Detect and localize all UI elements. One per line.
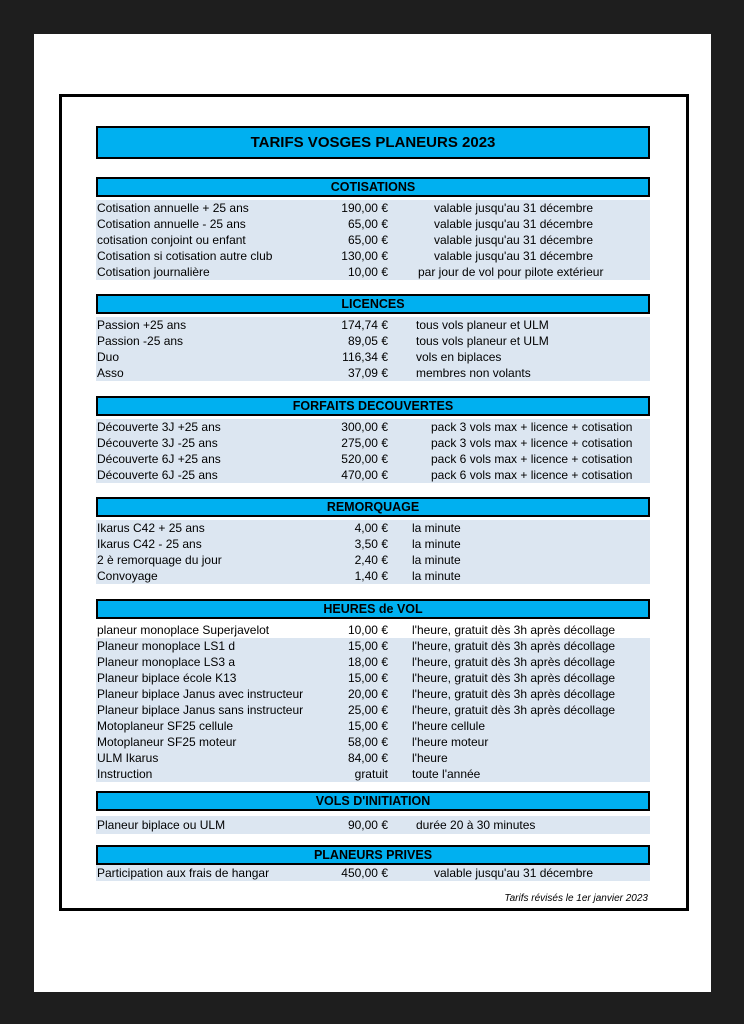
section-heading: COTISATIONS — [96, 177, 650, 197]
table-row — [96, 520, 650, 536]
section-body — [96, 419, 650, 483]
table-row — [96, 349, 650, 365]
row-note: la minute — [412, 553, 461, 567]
section-forfaits-decouvertes — [96, 396, 650, 483]
table-row — [96, 216, 650, 232]
row-price: 25,00 € — [347, 703, 388, 717]
table-row — [96, 718, 650, 734]
row-price: 20,00 € — [347, 687, 388, 701]
table-row — [96, 568, 650, 584]
row-label: Découverte 3J +25 ans — [97, 420, 221, 434]
row-note: pack 3 vols max + licence + cotisation — [431, 420, 633, 434]
row-note: vols en biplaces — [416, 350, 502, 364]
row-note: l'heure moteur — [412, 735, 489, 749]
row-label: Motoplaneur SF25 cellule — [97, 719, 234, 733]
row-note: valable jusqu'au 31 décembre — [434, 866, 594, 880]
row-label: Planeur biplace ou ULM — [97, 818, 226, 832]
table-row — [96, 317, 650, 333]
row-note: l'heure, gratuit dès 3h après décollage — [412, 655, 616, 669]
row-note: la minute — [412, 537, 461, 551]
section-remorquage — [96, 497, 650, 584]
row-price: 190,00 € — [341, 201, 388, 215]
row-price: 4,00 € — [354, 521, 388, 535]
row-label: Cotisation journalière — [97, 265, 210, 279]
row-label: Ikarus C42 - 25 ans — [97, 537, 202, 551]
row-label: cotisation conjoint ou enfant — [97, 233, 246, 247]
table-row — [96, 622, 650, 638]
row-note: l'heure, gratuit dès 3h après décollage — [412, 703, 616, 717]
row-label: Ikarus C42 + 25 ans — [97, 521, 205, 535]
section-heading: REMORQUAGE — [96, 497, 650, 517]
row-price: 65,00 € — [347, 233, 388, 247]
row-price: 18,00 € — [347, 655, 388, 669]
row-label: Duo — [97, 350, 120, 364]
row-price: gratuit — [354, 767, 388, 781]
row-price: 470,00 € — [341, 468, 388, 482]
row-note: valable jusqu'au 31 décembre — [434, 233, 594, 247]
row-note: pack 6 vols max + licence + cotisation — [431, 452, 633, 466]
table-row — [96, 200, 650, 216]
row-label: Instruction — [97, 767, 153, 781]
section-vols-initiation — [96, 791, 650, 834]
row-price: 65,00 € — [347, 217, 388, 231]
row-price: 15,00 € — [347, 671, 388, 685]
page-title: TARIFS VOSGES PLANEURS 2023 — [96, 126, 650, 159]
row-price: 90,00 € — [347, 818, 388, 832]
table-row — [96, 435, 650, 451]
row-price: 84,00 € — [347, 751, 388, 765]
section-heading: HEURES de VOL — [96, 599, 650, 619]
row-note: tous vols planeur et ULM — [416, 318, 549, 332]
row-price: 1,40 € — [354, 569, 388, 583]
row-note: membres non volants — [416, 366, 531, 380]
section-heading: FORFAITS DECOUVERTES — [96, 396, 650, 416]
row-price: 15,00 € — [347, 719, 388, 733]
row-note: l'heure, gratuit dès 3h après décollage — [412, 639, 616, 653]
row-label: ULM Ikarus — [97, 751, 159, 765]
row-label: Planeur biplace Janus sans instructeur — [97, 703, 304, 717]
section-cotisations — [96, 177, 650, 280]
row-note: l'heure, gratuit dès 3h après décollage — [412, 687, 616, 701]
row-note: valable jusqu'au 31 décembre — [434, 217, 594, 231]
row-price: 89,05 € — [347, 334, 388, 348]
section-body — [96, 200, 650, 280]
row-label: Planeur monoplace LS1 d — [97, 639, 236, 653]
row-price: 174,74 € — [341, 318, 388, 332]
row-price: 15,00 € — [347, 639, 388, 653]
section-body — [96, 622, 650, 782]
section-heading: PLANEURS PRIVES — [96, 845, 650, 865]
row-label: Découverte 6J -25 ans — [97, 468, 218, 482]
table-row — [96, 766, 650, 782]
table-row — [96, 552, 650, 568]
table-row — [96, 467, 650, 483]
table-row — [96, 750, 650, 766]
row-note: l'heure, gratuit dès 3h après décollage — [412, 623, 616, 637]
row-note: durée 20 à 30 minutes — [416, 818, 536, 832]
table-row — [96, 451, 650, 467]
section-body — [96, 865, 650, 881]
row-note: l'heure — [412, 751, 448, 765]
row-note: valable jusqu'au 31 décembre — [434, 201, 594, 215]
row-note: la minute — [412, 521, 461, 535]
row-price: 130,00 € — [341, 249, 388, 263]
row-label: Asso — [97, 366, 124, 380]
row-price: 3,50 € — [354, 537, 388, 551]
table-row — [96, 365, 650, 381]
row-label: Convoyage — [97, 569, 158, 583]
revision-note: Tarifs révisés le 1er janvier 2023 — [504, 893, 648, 904]
table-row — [96, 638, 650, 654]
table-row — [96, 734, 650, 750]
row-note: la minute — [412, 569, 461, 583]
table-row — [96, 865, 650, 881]
table-row — [96, 817, 650, 833]
section-licences — [96, 294, 650, 381]
row-label: Cotisation annuelle - 25 ans — [97, 217, 246, 231]
row-label: Passion -25 ans — [97, 334, 184, 348]
row-price: 520,00 € — [341, 452, 388, 466]
table-row — [96, 670, 650, 686]
row-label: planeur monoplace Superjavelot — [97, 623, 270, 637]
section-body — [96, 520, 650, 584]
section-body — [96, 816, 650, 834]
row-price: 10,00 € — [347, 623, 388, 637]
row-price: 37,09 € — [347, 366, 388, 380]
row-price: 2,40 € — [354, 553, 388, 567]
table-row — [96, 264, 650, 280]
table-row — [96, 654, 650, 670]
row-price: 10,00 € — [347, 265, 388, 279]
table-row — [96, 686, 650, 702]
section-heading: VOLS D'INITIATION — [96, 791, 650, 811]
row-label: 2 è remorquage du jour — [97, 553, 222, 567]
row-price: 58,00 € — [347, 735, 388, 749]
row-label: Cotisation si cotisation autre club — [97, 249, 273, 263]
row-label: Cotisation annuelle + 25 ans — [97, 201, 249, 215]
row-label: Découverte 6J +25 ans — [97, 452, 221, 466]
row-price: 450,00 € — [341, 866, 388, 880]
section-body — [96, 317, 650, 381]
row-label: Passion +25 ans — [97, 318, 187, 332]
section-heures-de-vol — [96, 599, 650, 782]
row-note: toute l'année — [412, 767, 481, 781]
row-price: 116,34 € — [342, 350, 388, 364]
section-planeurs-prives — [96, 845, 650, 881]
table-row — [96, 333, 650, 349]
table-row — [96, 702, 650, 718]
row-label: Planeur biplace école K13 — [97, 671, 237, 685]
table-row — [96, 232, 650, 248]
row-note: l'heure, gratuit dès 3h après décollage — [412, 671, 616, 685]
row-label: Planeur biplace Janus avec instructeur — [97, 687, 304, 701]
row-label: Motoplaneur SF25 moteur — [97, 735, 237, 749]
section-heading: LICENCES — [96, 294, 650, 314]
row-note: tous vols planeur et ULM — [416, 334, 549, 348]
table-row — [96, 419, 650, 435]
table-row — [96, 536, 650, 552]
row-label: Participation aux frais de hangar — [97, 866, 270, 880]
table-row — [96, 248, 650, 264]
row-note: l'heure cellule — [412, 719, 486, 733]
row-note: valable jusqu'au 31 décembre — [434, 249, 594, 263]
row-price: 300,00 € — [341, 420, 388, 434]
row-note: pack 6 vols max + licence + cotisation — [431, 468, 633, 482]
row-label: Planeur monoplace LS3 a — [97, 655, 236, 669]
row-note: pack 3 vols max + licence + cotisation — [431, 436, 633, 450]
row-note: par jour de vol pour pilote extérieur — [418, 265, 604, 279]
row-label: Découverte 3J -25 ans — [97, 436, 218, 450]
row-price: 275,00 € — [341, 436, 388, 450]
